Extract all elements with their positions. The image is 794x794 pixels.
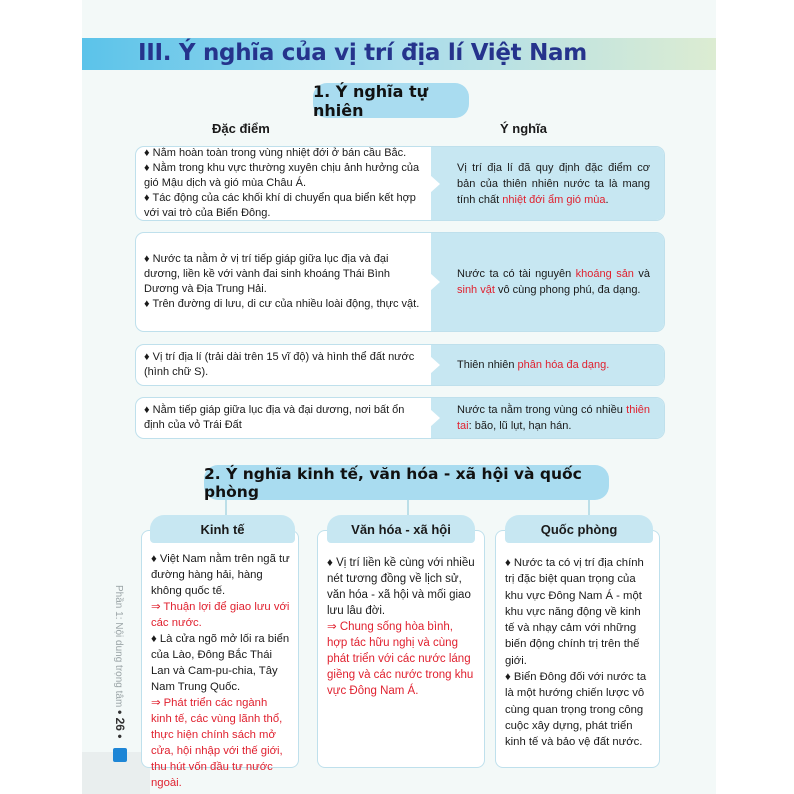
conclusion: ⇒ Thuận lợi để giao lưu với các nước.: [151, 601, 290, 629]
text: Vị trí địa lí đã quy định đặc điểm cơ bản của thiên nhiên nước ta là mang tính chất: [457, 161, 650, 206]
conclusion: ⇒ Chung sống hòa bình, hợp tác hữu nghị và cùng phát triển với các nước láng giềng và các nước trong khu vực Đông Nam Á.: [327, 621, 474, 697]
row-features: [136, 233, 431, 331]
text: Nước ta nằm trong vùng có nhiều: [457, 404, 627, 416]
text: .: [605, 193, 609, 206]
card-culture-society: [317, 530, 485, 768]
highlight: nhiệt đới ẩm gió mùa: [502, 193, 606, 206]
bullet: ♦ Vị trí liền kề cùng với nhiều nét tương đồng về lịch sử, văn hóa - xã hội và mối giao lưu lâu đời.: [327, 557, 475, 617]
text: và: [633, 268, 650, 280]
connector: [225, 500, 227, 516]
card-title-economy: Kinh tế: [150, 515, 295, 543]
text: : bão, lũ lụt, hạn hán.: [468, 420, 572, 432]
bullet: ♦ Biển Đông đối với nước ta là một hướng chiến lược vô cùng quan trọng trong công cuộc xây dựng, phát triển kinh tế và bảo vệ đất nước.: [505, 671, 647, 749]
highlight: khoáng sản: [575, 268, 634, 280]
table-row: [135, 146, 665, 221]
table-row: [135, 397, 665, 439]
conclusion: ⇒ Phát triển các ngành kinh tế, các vùng lãnh thổ, thực hiện chính sách mở cửa, hội nhập với thế giới, thu hút vốn đầu tư nước ngoài.: [151, 697, 283, 789]
connector: [407, 500, 409, 516]
page-marker: [113, 748, 127, 762]
row-features: [136, 147, 431, 220]
bullet: ♦ Nước ta có vị trí địa chính trị đặc biệt quan trọng của khu vực Đông Nam Á - một khu vực năng động về kinh tế và nhạy cảm với những biến động chính trị trên thế giới.: [505, 557, 644, 667]
bullet: ♦ Việt Nam nằm trên ngã tư đường hàng hải, hàng không quốc tế.: [151, 553, 290, 597]
card-title-defense: Quốc phòng: [505, 515, 653, 543]
text: Nước ta có tài nguyên: [457, 268, 576, 280]
bullet: ♦ Trên đường di lưu, di cư của nhiều loài động, thực vật.: [144, 298, 420, 310]
row-meaning: [431, 233, 664, 331]
section1-heading: 1. Ý nghĩa tự nhiên: [313, 83, 469, 118]
table-row: [135, 232, 665, 332]
bullet: ♦ Là cửa ngõ mở lối ra biển của Lào, Đông Bắc Thái Lan và Cam-pu-chia, Tây Nam Trung Quốc.: [151, 633, 290, 693]
col-header-features: Đặc điểm: [212, 121, 270, 136]
row-features: [136, 398, 431, 438]
row-meaning: [431, 147, 664, 220]
bullet: ♦ Nằm trong khu vực thường xuyên chịu ảnh hưởng của gió Mậu dịch và gió mùa Châu Á.: [144, 162, 420, 189]
bullet: ♦ Nước ta nằm ở vị trí tiếp giáp giữa lục địa và đại dương, liền kề với vành đai sinh khoáng Thái Bình Dương và Địa Trung Hải.: [144, 253, 391, 295]
row-meaning: [431, 345, 664, 385]
bullet: ♦ Nằm tiếp giáp giữa lục địa và đại dương, nơi bất ổn định của vỏ Trái Đất: [144, 404, 405, 431]
card-title-culture-society: Văn hóa - xã hội: [327, 515, 475, 543]
table-row: [135, 344, 665, 386]
bullet: ♦ Tác động của các khối khí di chuyển qua biển kết hợp với vai trò của Biển Đông.: [144, 192, 416, 219]
col-header-meaning: Ý nghĩa: [500, 121, 547, 136]
page-title: III. Ý nghĩa của vị trí địa lí Việt Nam: [138, 40, 587, 66]
highlight: thiên tai: [457, 404, 650, 432]
section2-heading: 2. Ý nghĩa kinh tế, văn hóa - xã hội và quốc phòng: [204, 465, 609, 500]
highlight: phân hóa đa dạng.: [517, 359, 610, 371]
side-label: [113, 585, 127, 739]
bullet: ♦ Nằm hoàn toàn trong vùng nhiệt đới ở bán cầu Bắc.: [144, 147, 407, 159]
connector: [588, 500, 590, 516]
highlight: sinh vật: [457, 284, 495, 296]
chapter-label: Phần 1: Nội dung trọng tâm: [113, 585, 124, 708]
bullet: ♦ Vị trí địa lí (trải dài trên 15 vĩ độ) và hình thể đất nước (hình chữ S).: [144, 351, 415, 378]
row-meaning: [431, 398, 664, 438]
text: vô cùng phong phú, đa dạng.: [494, 284, 641, 296]
card-economy: [141, 530, 299, 789]
row-features: [136, 345, 431, 385]
card-defense: [495, 530, 660, 768]
page-number: • 26 •: [113, 710, 127, 739]
text: Thiên nhiên: [457, 359, 518, 371]
